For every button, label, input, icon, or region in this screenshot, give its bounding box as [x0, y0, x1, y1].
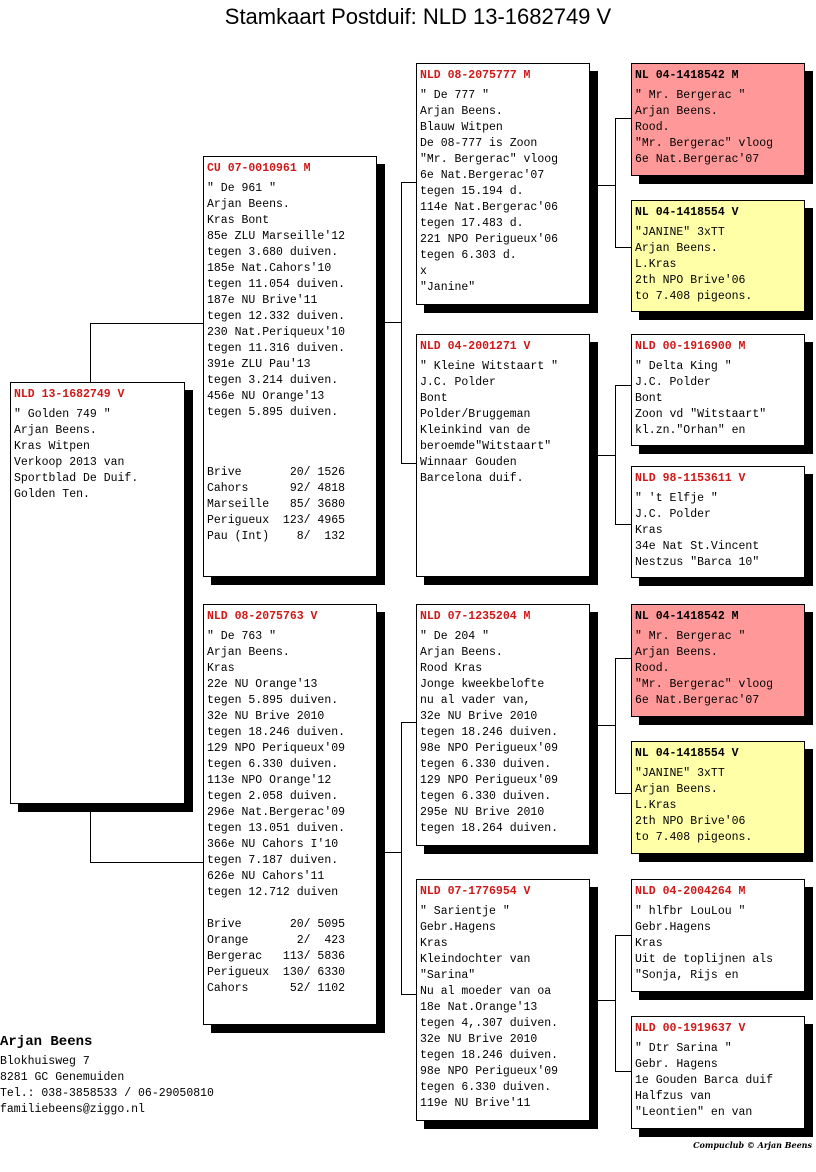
text-line: Verkoop 2013 van	[14, 456, 125, 469]
text-line: Kras	[635, 524, 663, 537]
ring-number: CU 07-0010961 M	[207, 162, 311, 175]
ring-number: NLD 07-1235204 M	[420, 610, 531, 623]
card-text	[420, 904, 586, 1112]
text-line: Kleindochter van	[420, 953, 531, 966]
text-line: Marseille 85/ 3680	[207, 498, 346, 511]
text-line: 114e Nat.Bergerac'06	[420, 201, 559, 214]
text-line: Kras	[420, 937, 448, 950]
text-line: " hlfbr LouLou "	[635, 905, 746, 918]
text-line: Arjan Beens.	[207, 646, 290, 659]
text-line: Bont	[635, 392, 663, 405]
text-line: " De 961 "	[207, 182, 277, 195]
text-line: 119e NU Brive'11	[420, 1097, 531, 1110]
ring-number: NLD 00-1919637 V	[635, 1022, 746, 1035]
text-line: Pau (Int) 8/ 132	[207, 530, 346, 543]
text-line: " Delta King "	[635, 360, 732, 373]
text-line: 6e Nat.Bergerac'07	[420, 169, 545, 182]
owner-email: familiebeens@ziggo.nl	[0, 1103, 145, 1116]
ring-number: NLD 07-1776954 V	[420, 885, 531, 898]
pigeon-card-mm	[416, 879, 590, 1121]
pigeon-card-mff	[631, 604, 805, 717]
text-line: Blauw Witpen	[420, 121, 503, 134]
connector-line	[615, 1071, 632, 1072]
ring-number: NL 04-1418542 M	[635, 69, 739, 82]
text-line: Kleinkind van de	[420, 424, 531, 437]
connector-line	[615, 935, 632, 936]
connector-line	[615, 118, 632, 119]
card-text	[420, 88, 586, 296]
owner-info	[0, 1034, 214, 1118]
text-line: tegen 6.330 duiven.	[420, 790, 552, 803]
pigeon-card-subject	[10, 382, 185, 804]
text-line: Kras Bont	[207, 214, 270, 227]
ring-number: NLD 00-1916900 M	[635, 340, 746, 353]
text-line: Arjan Beens.	[635, 105, 718, 118]
text-line: Bergerac 113/ 5836	[207, 950, 346, 963]
pigeon-card-fmm	[631, 466, 805, 578]
text-line: "JANINE" 3xTT	[635, 767, 725, 780]
text-line: beroemde"Witstaart"	[420, 440, 552, 453]
text-line: Barcelona duif.	[420, 472, 524, 485]
ring-number: NL 04-1418554 V	[635, 747, 739, 760]
text-line: 32e NU Brive 2010	[420, 1033, 538, 1046]
text-line: Gebr.Hagens	[635, 921, 711, 934]
text-line: " 't Elfje "	[635, 492, 718, 505]
text-line: Sportblad De Duif.	[14, 472, 139, 485]
text-line: "JANINE" 3xTT	[635, 226, 725, 239]
text-line: Cahors 52/ 1102	[207, 982, 346, 995]
text-line: L.Kras	[635, 799, 677, 812]
connector-line	[401, 994, 417, 995]
text-line: 6e Nat.Bergerac'07	[635, 694, 760, 707]
text-line: 22e NU Orange'13	[207, 678, 318, 691]
text-line: 98e NPO Perigueux'09	[420, 1065, 559, 1078]
text-line: Orange 2/ 423	[207, 934, 346, 947]
text-line: tegen 2.058 duiven.	[207, 790, 339, 803]
text-line: tegen 6.330 duiven.	[420, 758, 552, 771]
connector-line	[598, 455, 616, 456]
text-line: tegen 6.303 d.	[420, 249, 517, 262]
text-line: Halfzus van	[635, 1090, 711, 1103]
text-line: "Sonja, Rijs en	[635, 969, 739, 982]
text-line: Winnaar Gouden	[420, 456, 517, 469]
connector-line	[615, 118, 616, 248]
card-text	[635, 629, 801, 709]
pigeon-card-father	[203, 156, 377, 577]
text-line: 85e ZLU Marseille'12	[207, 230, 346, 243]
text-line: Perigueux 130/ 6330	[207, 966, 346, 979]
text-line: Brive 20/ 5095	[207, 918, 346, 931]
ring-number: NLD 98-1153611 V	[635, 472, 746, 485]
ring-number: NLD 08-2075777 M	[420, 69, 531, 82]
text-line: 187e NU Brive'11	[207, 294, 318, 307]
text-line: kl.zn."Orhan" en	[635, 424, 746, 437]
text-line: to 7.408 pigeons.	[635, 290, 753, 303]
text-line: "Janine"	[420, 281, 476, 294]
text-line: Kras	[635, 937, 663, 950]
text-line: Rood.	[635, 662, 670, 675]
text-line: 296e Nat.Bergerac'09	[207, 806, 346, 819]
text-line: tegen 15.194 d.	[420, 185, 524, 198]
connector-line	[615, 658, 616, 794]
text-line: tegen 18.264 duiven.	[420, 822, 559, 835]
text-line: 366e NU Cahors I'10	[207, 838, 339, 851]
text-line: tegen 11.054 duiven.	[207, 278, 346, 291]
owner-address: Blokhuisweg 7	[0, 1055, 90, 1068]
owner-city: 8281 GC Genemuiden	[0, 1071, 125, 1084]
connector-line	[90, 323, 204, 324]
text-line: Arjan Beens.	[420, 105, 503, 118]
text-line: tegen 13.051 duiven.	[207, 822, 346, 835]
text-line: 98e NPO Perigueux'09	[420, 742, 559, 755]
text-line: tegen 11.316 duiven.	[207, 342, 346, 355]
pigeon-card-mmf	[631, 879, 805, 992]
ring-number: NLD 08-2075763 V	[207, 610, 318, 623]
text-line: "Mr. Bergerac" vloog	[635, 137, 774, 150]
text-line: "Mr. Bergerac" vloog	[420, 153, 559, 166]
owner-phone: Tel.: 038-3858533 / 06-29050810	[0, 1087, 214, 1100]
text-line: " Kleine Witstaart "	[420, 360, 559, 373]
connector-line	[615, 793, 632, 794]
text-line: 456e NU Orange'13	[207, 390, 325, 403]
text-line: Arjan Beens.	[635, 783, 718, 796]
text-line: 221 NPO Perigueux'06	[420, 233, 559, 246]
pigeon-card-fff	[631, 63, 805, 176]
text-line: tegen 17.483 d.	[420, 217, 524, 230]
ring-number: NLD 04-2004264 M	[635, 885, 746, 898]
text-line: 129 NPO Perigueux'09	[420, 774, 559, 787]
connector-line	[401, 722, 402, 995]
connector-line	[615, 524, 632, 525]
text-line: Uit de toplijnen als	[635, 953, 774, 966]
text-line: 18e Nat.Orange'13	[420, 1001, 538, 1014]
text-line: " Mr. Bergerac "	[635, 89, 746, 102]
race-stats	[207, 465, 373, 545]
connector-line	[401, 463, 417, 464]
card-text	[635, 1041, 801, 1121]
text-line: Arjan Beens.	[420, 646, 503, 659]
text-line: "Sarina"	[420, 969, 476, 982]
ring-number: NLD 04-2001271 V	[420, 340, 531, 353]
text-line: Nestzus "Barca 10"	[635, 556, 760, 569]
card-text	[420, 359, 586, 487]
text-line: " Mr. Bergerac "	[635, 630, 746, 643]
card-text	[635, 766, 801, 846]
card-text	[635, 88, 801, 168]
connector-line	[90, 802, 91, 863]
text-line: tegen 18.246 duiven.	[207, 726, 346, 739]
text-line: Kras	[207, 662, 235, 675]
text-line: Golden Ten.	[14, 488, 90, 501]
connector-line	[598, 725, 616, 726]
text-line: to 7.408 pigeons.	[635, 831, 753, 844]
owner-name: Arjan Beens	[0, 1034, 93, 1050]
text-line: Arjan Beens.	[635, 646, 718, 659]
text-line: tegen 5.895 duiven.	[207, 694, 339, 707]
text-line: Polder/Bruggeman	[420, 408, 531, 421]
card-text	[635, 491, 801, 571]
text-line: "Leontien" en van	[635, 1106, 753, 1119]
text-line: nu al vader van,	[420, 694, 531, 707]
text-line: L.Kras	[635, 258, 677, 271]
text-line: Gebr. Hagens	[635, 1058, 718, 1071]
text-line: Arjan Beens.	[14, 424, 97, 437]
connector-line	[401, 722, 417, 723]
text-line: Gebr.Hagens	[420, 921, 496, 934]
pigeon-card-ff	[416, 63, 590, 305]
pigeon-card-ffm	[631, 200, 805, 312]
text-line: Bont	[420, 392, 448, 405]
text-line: " Golden 749 "	[14, 408, 111, 421]
race-stats	[207, 917, 373, 997]
text-line: Perigueux 123/ 4965	[207, 514, 346, 527]
text-line: 295e NU Brive 2010	[420, 806, 545, 819]
text-line: J.C. Polder	[635, 508, 711, 521]
pigeon-card-fm	[416, 334, 590, 577]
text-line: 626e NU Cahors'11	[207, 870, 325, 883]
connector-line	[598, 185, 616, 186]
connector-line	[90, 862, 204, 863]
text-line: Jonge kweekbelofte	[420, 678, 545, 691]
connector-line	[615, 658, 632, 659]
text-line: tegen 3.680 duiven.	[207, 246, 339, 259]
text-line: tegen 6.330 duiven.	[420, 1081, 552, 1094]
connector-line	[615, 247, 632, 248]
text-line: 113e NPO Orange'12	[207, 774, 332, 787]
text-line: " De 204 "	[420, 630, 490, 643]
text-line: tegen 5.895 duiven.	[207, 406, 339, 419]
text-line: " Dtr Sarina "	[635, 1042, 732, 1055]
ring-number: NL 04-1418554 V	[635, 206, 739, 219]
text-line: 6e Nat.Bergerac'07	[635, 153, 760, 166]
card-text	[14, 407, 181, 503]
card-text	[635, 904, 801, 984]
connector-line	[384, 852, 402, 853]
text-line: 1e Gouden Barca duif	[635, 1074, 774, 1087]
text-line: " Sarientje "	[420, 905, 510, 918]
text-line: " De 763 "	[207, 630, 277, 643]
page-title: Stamkaart Postduif: NLD 13-1682749 V	[224, 4, 612, 29]
connector-line	[615, 385, 616, 525]
text-line: tegen 4,.307 duiven.	[420, 1017, 559, 1030]
text-line: Nu al moeder van oa	[420, 985, 552, 998]
card-text	[207, 629, 373, 901]
text-line: 32e NU Brive 2010	[420, 710, 538, 723]
text-line: 391e ZLU Pau'13	[207, 358, 311, 371]
text-line: tegen 6.330 duiven.	[207, 758, 339, 771]
connector-line	[598, 1000, 616, 1001]
text-line: 129 NPO Periqueux'09	[207, 742, 346, 755]
text-line: J.C. Polder	[635, 376, 711, 389]
connector-line	[401, 182, 417, 183]
text-line: 2th NPO Brive'06	[635, 274, 746, 287]
text-line: tegen 12.712 duiven	[207, 886, 339, 899]
text-line: tegen 18.246 duiven.	[420, 1049, 559, 1062]
text-line: tegen 7.187 duiven.	[207, 854, 339, 867]
text-line: Brive 20/ 1526	[207, 466, 346, 479]
footer-credit: Compuclub © Arjan Beens	[693, 1140, 812, 1150]
text-line: tegen 3.214 duiven.	[207, 374, 339, 387]
pigeon-card-fmf	[631, 334, 805, 446]
connector-line	[615, 935, 616, 1072]
text-line: tegen 12.332 duiven.	[207, 310, 346, 323]
text-line: "Mr. Bergerac" vloog	[635, 678, 774, 691]
connector-line	[615, 385, 632, 386]
connector-line	[401, 182, 402, 464]
text-line: 185e Nat.Cahors'10	[207, 262, 332, 275]
pigeon-card-mf	[416, 604, 590, 846]
card-text	[635, 359, 801, 439]
connector-line	[384, 322, 402, 323]
ring-number: NLD 13-1682749 V	[14, 388, 125, 401]
text-line: 2th NPO Brive'06	[635, 815, 746, 828]
connector-line	[90, 323, 91, 385]
text-line: 34e Nat St.Vincent	[635, 540, 760, 553]
text-line: Kras Witpen	[14, 440, 90, 453]
text-line: Rood Kras	[420, 662, 483, 675]
text-line: Rood.	[635, 121, 670, 134]
text-line: 32e NU Brive 2010	[207, 710, 325, 723]
card-text	[635, 225, 801, 305]
text-line: 230 Nat.Periqueux'10	[207, 326, 346, 339]
pigeon-card-mmm	[631, 1016, 805, 1129]
text-line: x	[420, 265, 427, 278]
text-line: De 08-777 is Zoon	[420, 137, 538, 150]
pigeon-card-mfm	[631, 741, 805, 854]
card-text	[207, 181, 373, 421]
text-line: Zoon vd "Witstaart"	[635, 408, 767, 421]
text-line: Cahors 92/ 4818	[207, 482, 346, 495]
text-line: Arjan Beens.	[207, 198, 290, 211]
text-line: " De 777 "	[420, 89, 490, 102]
text-line: J.C. Polder	[420, 376, 496, 389]
ring-number: NL 04-1418542 M	[635, 610, 739, 623]
pigeon-card-mother	[203, 604, 377, 1025]
text-line: tegen 18.246 duiven.	[420, 726, 559, 739]
card-text	[420, 629, 586, 837]
text-line: Arjan Beens.	[635, 242, 718, 255]
